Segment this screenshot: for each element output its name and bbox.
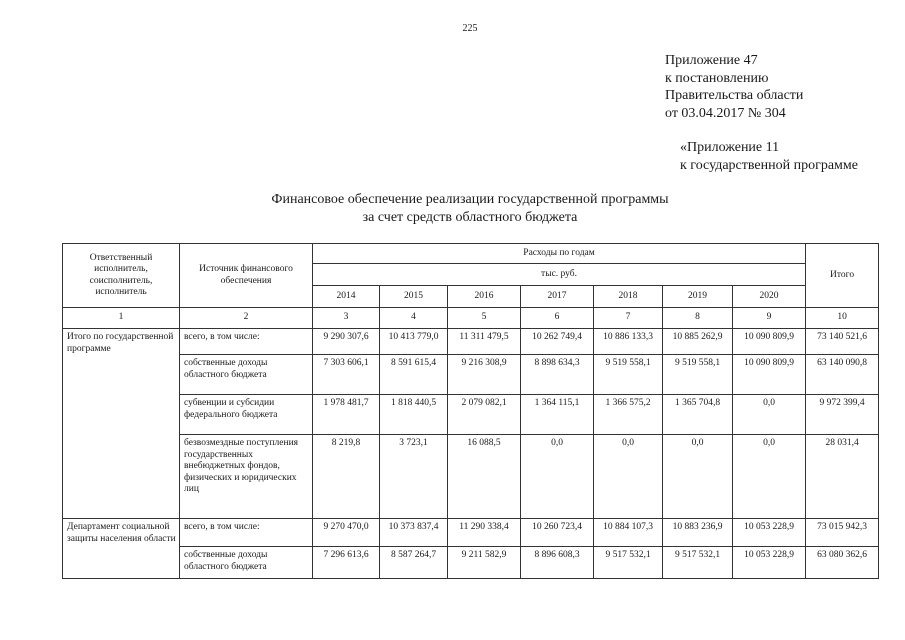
source-cell: субвенции и субсидии федерального бюджета <box>180 395 313 435</box>
column-number: 3 <box>313 308 380 329</box>
total-cell: 9 972 399,4 <box>806 395 879 435</box>
value-cell: 9 519 558,1 <box>663 355 733 395</box>
column-number: 4 <box>380 308 448 329</box>
header-year: 2017 <box>521 286 594 308</box>
value-cell: 10 260 723,4 <box>521 519 594 547</box>
appendix-line: от 03.04.2017 № 304 <box>665 105 786 121</box>
source-cell: всего, в том числе: <box>180 329 313 355</box>
value-cell: 9 517 532,1 <box>663 547 733 579</box>
column-number: 8 <box>663 308 733 329</box>
header-year: 2018 <box>594 286 663 308</box>
title-line-1: Финансовое обеспечение реализации государственной программы <box>271 192 669 207</box>
value-cell: 3 723,1 <box>380 435 448 519</box>
value-cell: 11 311 479,5 <box>448 329 521 355</box>
value-cell: 1 978 481,7 <box>313 395 380 435</box>
total-cell: 73 015 942,3 <box>806 519 879 547</box>
value-cell: 10 373 837,4 <box>380 519 448 547</box>
value-cell: 10 090 809,9 <box>733 355 806 395</box>
table-row <box>63 547 879 579</box>
header-year: 2020 <box>733 286 806 308</box>
page-number: 225 <box>462 23 478 34</box>
total-cell: 63 140 090,8 <box>806 355 879 395</box>
source-cell: безвозмездные поступления государственных внебюджетных фондов, физических и юридических лиц <box>180 435 313 519</box>
value-cell: 1 366 575,2 <box>594 395 663 435</box>
column-number: 1 <box>63 308 180 329</box>
header-executor: Ответственный исполнитель, соисполнитель, исполнитель <box>63 244 180 308</box>
value-cell: 7 296 613,6 <box>313 547 380 579</box>
column-number: 7 <box>594 308 663 329</box>
appendix-line: «Приложение 11 <box>680 140 780 155</box>
value-cell: 2 079 082,1 <box>448 395 521 435</box>
appendix-line: к постановлению <box>665 70 769 86</box>
column-number: 5 <box>448 308 521 329</box>
value-cell: 8 898 634,3 <box>521 355 594 395</box>
column-number: 6 <box>521 308 594 329</box>
value-cell: 9 290 307,6 <box>313 329 380 355</box>
program-appendix-reference <box>680 139 858 174</box>
value-cell: 10 886 133,3 <box>594 329 663 355</box>
table-row <box>63 519 879 547</box>
table-row <box>63 329 879 355</box>
table-row <box>63 355 879 395</box>
header-source: Источник финансового обеспечения <box>180 244 313 308</box>
value-cell: 0,0 <box>521 435 594 519</box>
value-cell: 10 262 749,4 <box>521 329 594 355</box>
value-cell: 10 090 809,9 <box>733 329 806 355</box>
value-cell: 8 896 608,3 <box>521 547 594 579</box>
header-year: 2019 <box>663 286 733 308</box>
total-cell: 28 031,4 <box>806 435 879 519</box>
value-cell: 8 219,8 <box>313 435 380 519</box>
value-cell: 9 519 558,1 <box>594 355 663 395</box>
value-cell: 0,0 <box>733 395 806 435</box>
total-cell: 63 080 362,6 <box>806 547 879 579</box>
header-total: Итого <box>806 244 879 308</box>
value-cell: 10 883 236,9 <box>663 519 733 547</box>
value-cell: 10 053 228,9 <box>733 519 806 547</box>
table-row <box>63 435 879 519</box>
header-expenses-by-year: Расходы по годам <box>313 244 806 264</box>
header-year: 2014 <box>313 286 380 308</box>
table-row <box>63 395 879 435</box>
document-title <box>220 191 720 226</box>
appendix-line: Правительства области <box>665 88 804 103</box>
value-cell: 16 088,5 <box>448 435 521 519</box>
value-cell: 9 270 470,0 <box>313 519 380 547</box>
value-cell: 9 211 582,9 <box>448 547 521 579</box>
header-unit: тыс. руб. <box>313 264 806 286</box>
appendix-reference <box>665 52 803 122</box>
value-cell: 1 364 115,1 <box>521 395 594 435</box>
header-year: 2016 <box>448 286 521 308</box>
total-cell: 73 140 521,6 <box>806 329 879 355</box>
column-number: 2 <box>180 308 313 329</box>
value-cell: 10 884 107,3 <box>594 519 663 547</box>
value-cell: 0,0 <box>733 435 806 519</box>
appendix-line: Приложение 47 <box>665 53 758 68</box>
value-cell: 10 053 228,9 <box>733 547 806 579</box>
value-cell: 1 818 440,5 <box>380 395 448 435</box>
value-cell: 1 365 704,8 <box>663 395 733 435</box>
source-cell: всего, в том числе: <box>180 519 313 547</box>
value-cell: 9 216 308,9 <box>448 355 521 395</box>
value-cell: 0,0 <box>663 435 733 519</box>
financing-table <box>62 243 879 579</box>
executor-cell: Департамент социальной защиты населения области <box>63 519 180 579</box>
value-cell: 9 517 532,1 <box>594 547 663 579</box>
value-cell: 8 587 264,7 <box>380 547 448 579</box>
header-year: 2015 <box>380 286 448 308</box>
value-cell: 10 885 262,9 <box>663 329 733 355</box>
column-number-row <box>63 308 879 329</box>
executor-cell: Итого по государственной программе <box>63 329 180 519</box>
source-cell: собственные доходы областного бюджета <box>180 547 313 579</box>
value-cell: 8 591 615,4 <box>380 355 448 395</box>
source-cell: собственные доходы областного бюджета <box>180 355 313 395</box>
appendix-line: к государственной программе <box>680 157 858 173</box>
column-number: 9 <box>733 308 806 329</box>
value-cell: 0,0 <box>594 435 663 519</box>
value-cell: 11 290 338,4 <box>448 519 521 547</box>
value-cell: 7 303 606,1 <box>313 355 380 395</box>
title-line-2: за счет средств областного бюджета <box>362 209 578 225</box>
value-cell: 10 413 779,0 <box>380 329 448 355</box>
column-number: 10 <box>806 308 879 329</box>
